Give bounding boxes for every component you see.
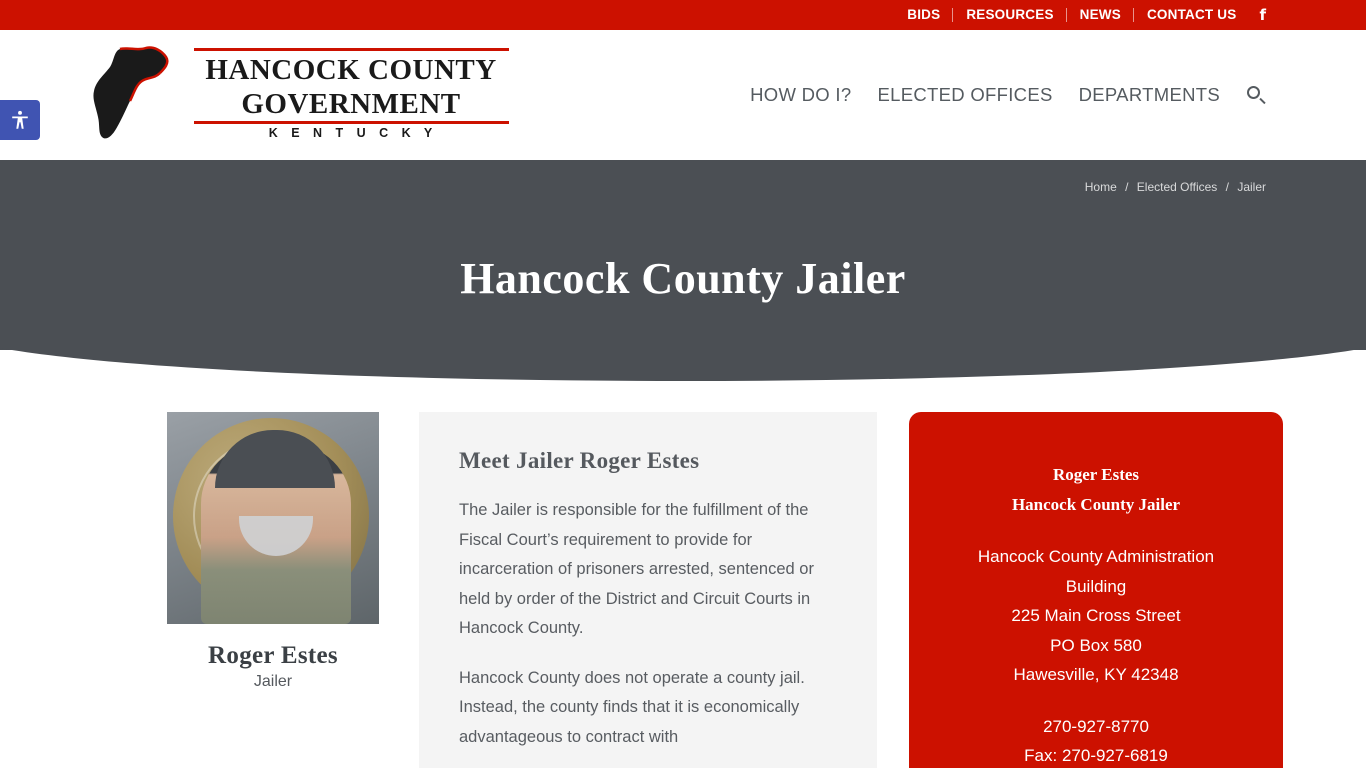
logo-line-1: HANCOCK COUNTY [205,54,497,86]
main-article [419,412,877,768]
page-title: Hancock County Jailer [460,254,906,303]
profile-name: Roger Estes [208,642,338,669]
profile-column [167,412,379,768]
breadcrumb-separator: / [1125,180,1129,194]
avatar [167,412,379,624]
site-logo[interactable] [90,40,511,150]
site-header [0,30,1366,160]
page-content [0,350,1366,768]
address-line-2: Building [1065,576,1127,596]
breadcrumb-item-home[interactable]: Home [1084,180,1117,194]
main-navigation [750,84,1266,106]
topbar-link-resources[interactable]: RESOURCES [953,0,1066,30]
address-line-4: PO Box 580 [1050,635,1142,655]
breadcrumb-separator-2: / [1225,180,1229,194]
logo-line-3: K E N T U C K Y [268,126,438,140]
address-line-3: 225 Main Cross Street [1011,606,1181,625]
utility-top-bar [0,0,1366,30]
logo-line-2: GOVERNMENT [241,88,461,120]
contact-card-phones [939,712,1253,768]
search-icon[interactable] [1246,85,1266,105]
topbar-link-bids[interactable]: BIDS [894,0,953,30]
address-line-5: Hawesville, KY 42348 [1013,665,1179,684]
logo-wordmark [191,48,511,142]
accessibility-toolbar-button[interactable] [0,100,40,140]
contact-fax: Fax: 270-927-6819 [1024,745,1168,765]
page-hero [0,160,1366,350]
article-heading: Meet Jailer Roger Estes [459,448,700,473]
breadcrumb-item-elected-offices[interactable]: Elected Offices [1136,180,1218,194]
nav-item-departments[interactable]: DEPARTMENTS [1078,84,1220,105]
profile-role: Jailer [253,673,293,690]
article-paragraph-1: The Jailer is responsible for the fulfillment of the Fiscal Court’s requirement to provide for incarceration of prisoners arrested, sentenced or held by order of the District and Circuit Courts in Hancock County. [459,501,814,637]
nav-item-how-do-i[interactable]: HOW DO I? [750,84,852,105]
logo-rule-top [194,48,509,51]
contact-card-title: Hancock County Jailer [1011,495,1181,514]
nav-item-elected-offices[interactable]: ELECTED OFFICES [877,84,1053,105]
contact-card [909,412,1283,768]
county-outline-icon [90,45,185,145]
article-paragraph-2: Hancock County does not operate a county jail. Instead, the county finds that it is economically advantageous to contract with [459,668,805,746]
breadcrumb [1085,180,1266,194]
contact-phone[interactable]: 270-927-8770 [1043,716,1149,736]
contact-card-name: Roger Estes [1052,465,1140,484]
accessibility-icon [9,109,31,131]
breadcrumb-item-current: Jailer [1237,180,1266,194]
facebook-icon[interactable]: f [1259,6,1266,24]
topbar-link-news[interactable]: NEWS [1067,0,1134,30]
topbar-link-contact-us[interactable]: CONTACT US [1146,7,1237,22]
address-line-1: Hancock County Administration [977,547,1215,566]
contact-card-address [939,542,1253,690]
